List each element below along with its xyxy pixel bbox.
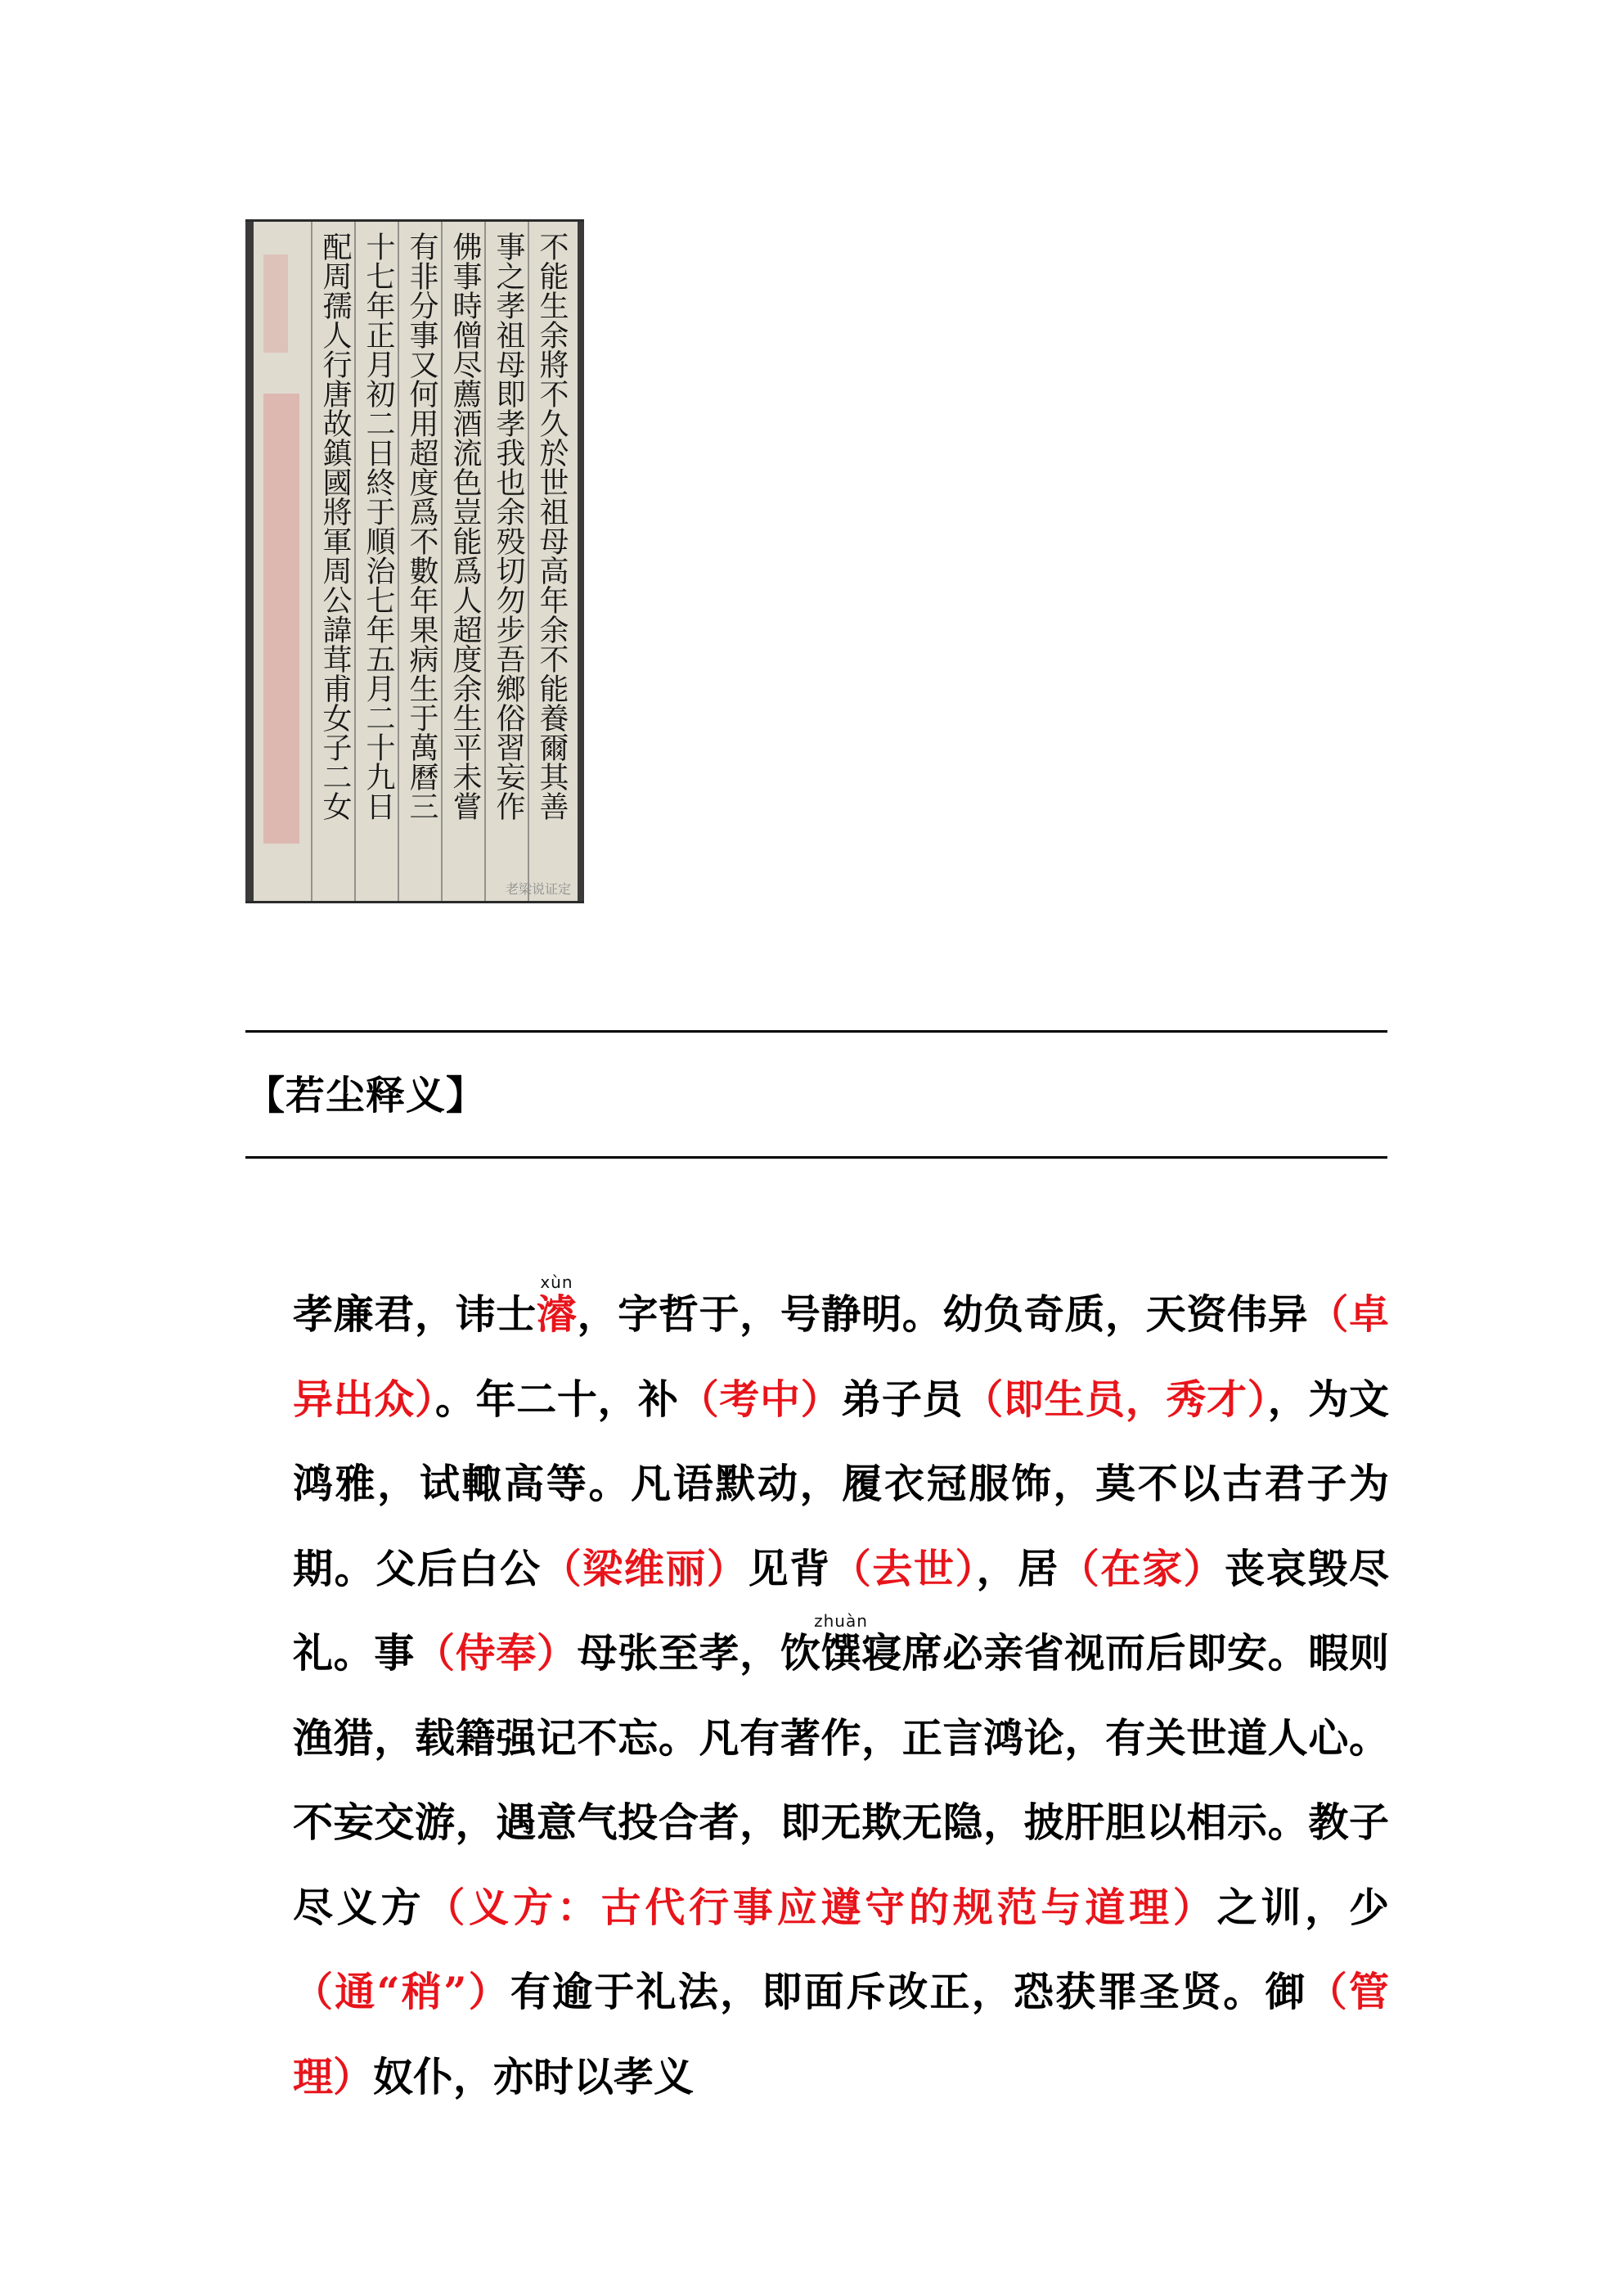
divider-top: [245, 1030, 1387, 1033]
scan-column-2: 事之孝祖母即孝我也余殁切勿步吾鄉俗習妄作: [492, 232, 525, 821]
scan-left-edge: [245, 222, 254, 901]
text-segment: ，居: [976, 1544, 1059, 1592]
column-rule: [354, 222, 356, 901]
text-segment: 有逾于礼法，即面斥改正，恐获罪圣贤。御: [510, 1968, 1307, 2015]
scanned-page-image: [245, 219, 584, 903]
scan-right-edge: [578, 222, 584, 901]
gloss-annotation: （侍奉）: [414, 1629, 578, 1677]
column-rule: [528, 222, 529, 901]
gloss-annotation: （义方：古代行事应遵守的规范与道理）: [425, 1883, 1217, 1931]
text-segment: 奴仆，亦时以孝义: [373, 2052, 695, 2100]
red-seal-mark: [263, 394, 299, 844]
text-segment: 。年二十，补: [435, 1375, 679, 1423]
gloss-annotation: （考中）: [678, 1375, 842, 1423]
column-rule: [311, 222, 312, 901]
text-segment: ，字哲于，号静明。幼负奇质，天资伟异: [577, 1290, 1309, 1338]
scan-column-3: 佛事時僧尽薦酒流色豈能爲人超度余生平未嘗: [448, 232, 482, 821]
gloss-annotation: （在家）: [1059, 1544, 1225, 1592]
annotated-character: 濬xùn: [536, 1272, 578, 1338]
gloss-annotation: （通“稍”）: [293, 1968, 510, 2015]
text-segment: 孝廉君，讳士: [293, 1290, 537, 1338]
column-rule: [484, 222, 486, 901]
text-segment: 寝席必亲省视而后即安。暇则渔猎，载籍强记不忘。凡有著作，正言鸿论，有关世道人心。不妄交游，遇意气投合者，即无欺无隐，披肝胆以相示。教子尽义方: [293, 1629, 1389, 1931]
gloss-annotation: （梁维丽）: [541, 1544, 749, 1592]
text-segment: ，为文鸿雅，试輙高等。凡语默动，履衣冠服饰，莫不以古君子为期。父后白公: [293, 1375, 1389, 1592]
scan-column-1: 不能生余將不久於世祖母高年余不能養爾其善: [535, 232, 569, 821]
gloss-annotation: （去世）: [830, 1544, 977, 1592]
section-title: 【若尘释义】: [245, 1073, 487, 1119]
text-segment: 之训，少: [1216, 1883, 1389, 1931]
text-segment: 见背: [748, 1544, 831, 1592]
scan-column-4: 有非分事又何用超度爲不數年果病生于萬曆三: [405, 232, 438, 821]
divider-bottom: [245, 1156, 1387, 1159]
scan-column-6: 配周孺人行唐故鎮國將軍周公諱茸甫女子二女: [318, 232, 352, 821]
body-paragraph: [293, 1272, 1389, 2119]
scan-column-5: 十七年正月初二日終于順治七年五月二十九日: [362, 232, 395, 821]
gloss-annotation: （卓异出众）: [293, 1290, 1389, 1423]
pinyin-annotation: zhuàn: [814, 1611, 868, 1631]
text-segment: 母张至孝，饮: [577, 1629, 821, 1677]
red-seal-mark-top: [263, 254, 288, 353]
watermark: 老梁说证定: [505, 881, 571, 897]
gloss-annotation: （管理）: [293, 1968, 1389, 2100]
text-segment: 弟子员: [841, 1375, 964, 1423]
annotated-character: 馔zhuàn: [814, 1611, 868, 1677]
pinyin-annotation: xùn: [536, 1272, 577, 1292]
text-segment: 丧哀毁尽礼。事: [293, 1544, 1389, 1677]
column-rule: [441, 222, 443, 901]
gloss-annotation: （即生员，秀才）: [963, 1375, 1268, 1423]
column-rule: [398, 222, 399, 901]
